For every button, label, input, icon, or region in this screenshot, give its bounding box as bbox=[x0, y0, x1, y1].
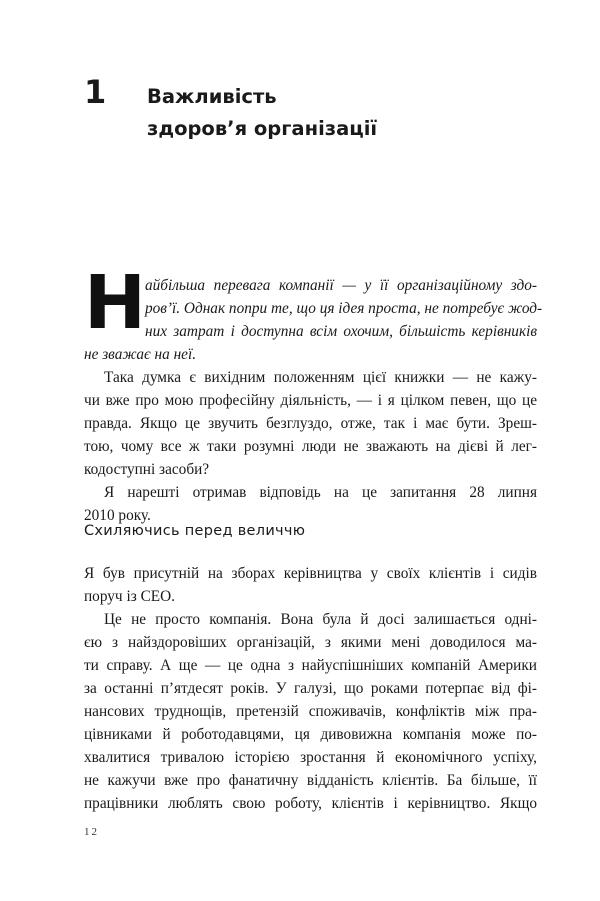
text-line: за останні п’ятдесят років. У галузі, що роками потерпає від фі- bbox=[84, 680, 537, 697]
text-line: єю з найздоровіших організацій, з якими мені доводилося ма- bbox=[84, 634, 537, 651]
section-heading: Схиляючись перед величчю bbox=[84, 523, 306, 539]
intro-line: ров’ї. Однак попри те, що ця ідея проста, не потребує жод- bbox=[145, 300, 543, 317]
text-line: Я був присутній на зборах керівництва у своїх клієнтів і сидів bbox=[84, 565, 537, 582]
paragraph-1 bbox=[84, 366, 537, 481]
chapter-title-line-2: здоров’я організації bbox=[147, 117, 378, 140]
text-line: ти справу. А ще — це одна з найуспішніших компаній Америки bbox=[84, 657, 537, 674]
text-line: цівниками й роботодавцями, ця дивовижна компанія може по- bbox=[84, 726, 537, 743]
intro-paragraph bbox=[145, 274, 543, 343]
text-line: кодоступні засоби? bbox=[84, 461, 210, 478]
chapter-number: 1 bbox=[84, 73, 107, 111]
text-line: 2010 року. bbox=[84, 507, 151, 524]
text-line: Це не просто компанія. Вона була й досі залишається одні- bbox=[104, 611, 537, 628]
text-line: Така думка є вихідним положенням цієї книжки — не кажу- bbox=[104, 369, 537, 386]
text-line: працівники люблять свою роботу, клієнтів і керівництво. Якщо bbox=[84, 795, 537, 812]
chapter-title bbox=[147, 81, 377, 145]
text-line: нансових труднощів, претензій споживачів, конфліктів між пра- bbox=[84, 703, 537, 720]
drop-cap: Н bbox=[84, 260, 146, 346]
text-line: Я нарешті отримав відповідь на це запитання 28 липня bbox=[104, 484, 537, 501]
paragraph-3 bbox=[84, 562, 537, 608]
intro-line: них затрат і доступна всім охочим, більшість керівників bbox=[145, 323, 537, 340]
text-line: поруч із CEO. bbox=[84, 588, 175, 605]
intro-paragraph-end bbox=[84, 343, 537, 366]
paragraph-2 bbox=[84, 481, 537, 527]
text-line: правда. Якщо це звучить безглуздо, отже, так і має бути. Зреш- bbox=[84, 415, 537, 432]
text-line: чи вже про мою професійну діяльність, — і я цілком певен, що це bbox=[84, 392, 537, 409]
chapter-title-line-1: Важливість bbox=[147, 85, 277, 108]
paragraph-4 bbox=[84, 608, 537, 815]
text-line: хвалитися тривалою історією зростання й економічного успіху, bbox=[84, 749, 537, 766]
text-line: тою, чому все ж таки розумні люди не зважають на дієві й лег- bbox=[84, 438, 537, 455]
intro-line: айбільша перевага компанії — у її організаційному здо- bbox=[145, 277, 537, 294]
intro-line: не зважає на неї. bbox=[84, 346, 197, 363]
page-number: 12 bbox=[84, 826, 99, 838]
text-line: не кажучи вже про фанатичну відданість клієнтів. Ба більше, її bbox=[84, 772, 537, 789]
